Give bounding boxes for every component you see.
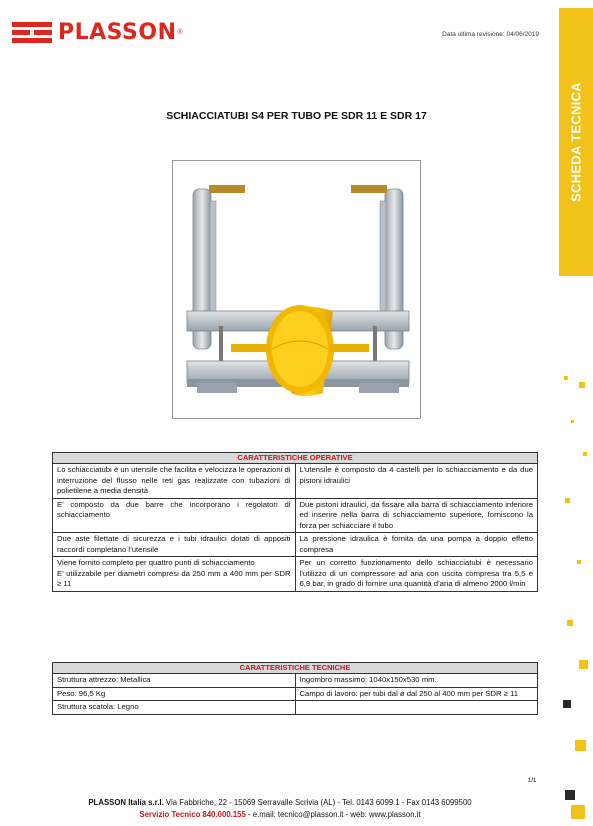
footer-address: Via Fabbriche, 22 - 15069 Serravalle Scrivia (AL) - Tel. 0143 6099.1 - Fax 0143 6099500 [163,798,472,807]
decor-dot [571,420,574,423]
table-row [53,674,538,688]
table-cell [295,701,538,715]
document-title: SCHIACCIATUBI S4 PER TUBO PE SDR 11 E SDR 17 [166,110,427,122]
operative-heading: CARATTERISTICHE OPERATIVE [53,453,538,464]
table-cell: Due pistoni idraulici, da fissare alla barra di schiacciamento inferiore ed inserire nella barra di schiacciamento superiore, forniscono la forza per schiacciare il tubo [295,498,538,533]
registered-mark: ® [177,29,183,36]
operative-table [52,452,538,592]
table-cell: Lo schiacciatubi è un utensile che facilita e velocizza le operazioni di interruzione del flusso nelle reti gas realizzate con tubazioni di polietilene a media densità [53,464,296,499]
table-cell: L’utensile è composto da 4 castelli per lo schiacciamento e da due pistoni idraulici [295,464,538,499]
decor-dot [575,740,586,751]
revision-date: Data ultima revisione: 04/06/2019 [442,31,539,38]
table-row [53,687,538,701]
table-cell-line: E’ utilizzabile per diametri compresi da 250 mm a 400 mm per SDR ≥ 11 [57,568,291,588]
footer-contacts: - e.mail: tecnico@plasson.it - web: www.plasson.it [245,809,421,819]
table-cell: E’ composto da due barre che incorporano i regolatori di schiacciamento [53,498,296,533]
decor-dot [564,376,568,380]
decor-dot [563,700,571,708]
pipe-squeezer-illustration [173,161,420,418]
plasson-logo-icon [12,22,52,44]
table-row [53,498,538,533]
table-cell: Struttura scatola: Legno [53,701,296,715]
footer [0,797,560,820]
footer-service: Servizio Tecnico 840.000.155 [139,809,246,819]
side-band-label: SCHEDA TECNICA [568,81,584,203]
brand-name: PLASSON [58,20,177,45]
decor-dot [579,660,588,669]
decor-dot [565,790,575,800]
table-cell: Per un corretto funzionamento dello schiacciatubi è necessario l’utilizzo di un compressore ad aria con uscita compresa tra 5,5 e 6,9 bar, in grado di fornire una quantità d’aria di almeno 2000 l/min [295,557,538,592]
table-cell: Peso: 96,5 Kg [53,687,296,701]
footer-company: PLASSON Italia s.r.l. [88,798,164,807]
decor-dot [567,620,573,626]
decor-dot [579,382,585,388]
side-band [559,0,593,826]
table-cell: Ingombro massimo: 1040x150x530 mm. [295,674,538,688]
page-number: 1/1 [528,778,537,784]
decor-dot [565,498,570,503]
table-cell: La pressione idraulica è fornita da una pompa a doppio effetto compresa [295,533,538,557]
table-row [53,533,538,557]
plasson-logo [12,20,183,45]
decor-dot [583,452,587,456]
table-cell: Due aste filettate di sicurezza e i tubi idraulici dotati di appositi raccordi completano l’utensile [53,533,296,557]
table-row [53,701,538,715]
table-row [53,557,538,592]
table-cell-line: Viene fornito completo per quattro punti di schiacciamento [57,558,255,567]
table-cell: Campo di lavoro: per tubi dal ø dal 250 al 400 mm per SDR ≥ 11 [295,687,538,701]
technical-table [52,662,538,715]
decor-dot [577,560,581,564]
technical-heading: CARATTERISTICHE TECNICHE [53,663,538,674]
table-row [53,464,538,499]
decor-dot [571,805,585,819]
table-cell [53,557,296,592]
table-cell: Struttura attrezzo: Metallica [53,674,296,688]
product-photo [172,160,421,419]
